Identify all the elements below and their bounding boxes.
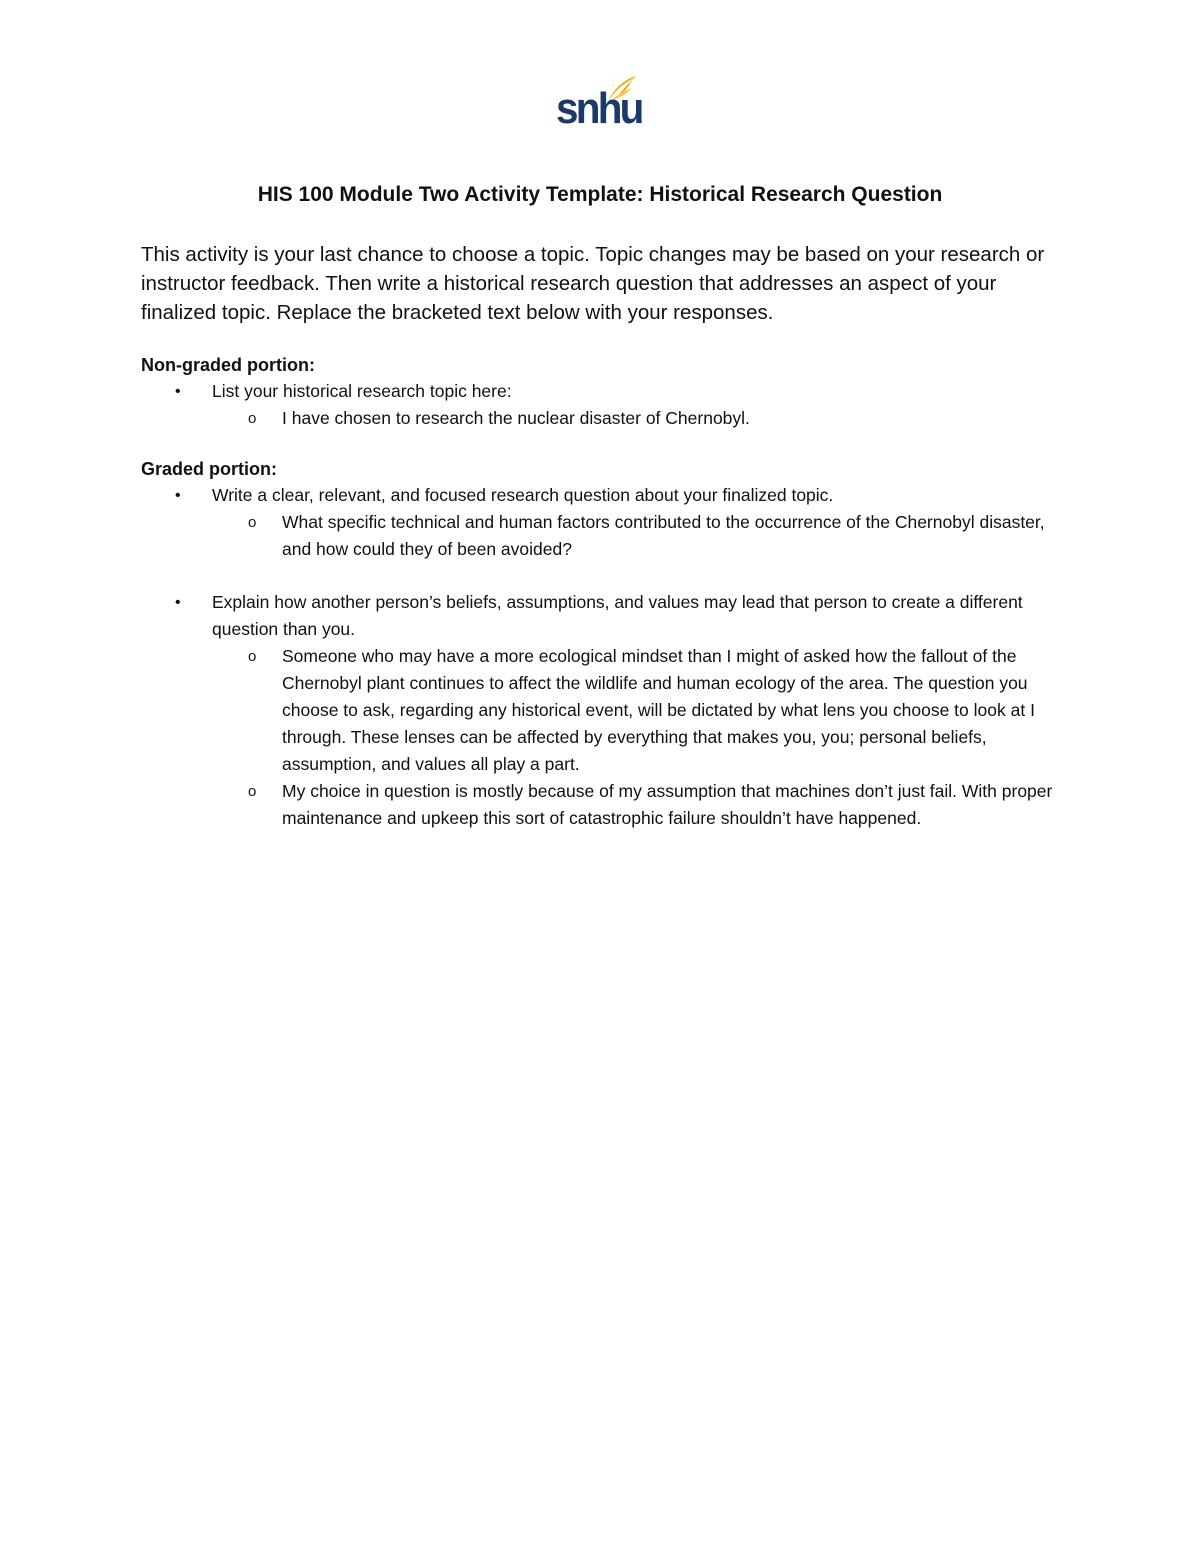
graded-heading: Graded portion: bbox=[141, 459, 277, 479]
intro-paragraph: This activity is your last chance to choose a topic. Topic changes may be based on your research or instructor feedback. Then write a historical research question that addresses an aspect of your finalized topic. Replace the bracketed text below with your responses. bbox=[141, 243, 1045, 324]
bullet-marker: • bbox=[175, 487, 181, 504]
perspective-answer-1: Someone who may have a more ecological mindset than I might of asked how the fallout of the Chernobyl plant continues to affect the wildlife and human ecology of the area. The question you choose to ask, regarding any historical event, will be dictated by what lens you choose to look at I through. These lenses can be affected by everything that makes you, you; personal beliefs, assumption, and values all play a part. bbox=[282, 646, 1035, 774]
perspective-prompt: Explain how another person’s beliefs, assumptions, and values may lead that person to create a different question than you. bbox=[212, 592, 1023, 639]
sub-bullet-marker: o bbox=[248, 410, 257, 427]
question-answer: What specific technical and human factors contributed to the occurrence of the Chernobyl disaster, and how could they of been avoided? bbox=[282, 512, 1045, 559]
list-item bbox=[141, 509, 1071, 563]
spacer bbox=[141, 563, 1071, 589]
question-prompt: Write a clear, relevant, and focused research question about your finalized topic. bbox=[212, 485, 834, 505]
list-item bbox=[141, 643, 1071, 778]
sub-bullet-marker: o bbox=[248, 783, 257, 800]
non-graded-heading: Non-graded portion: bbox=[141, 355, 315, 375]
bullet-marker: • bbox=[175, 383, 181, 400]
bullet-marker: • bbox=[175, 594, 181, 611]
non-graded-list bbox=[141, 378, 1071, 432]
list-item bbox=[141, 378, 1071, 405]
list-item bbox=[141, 589, 1071, 643]
page-title: HIS 100 Module Two Activity Template: Historical Research Question bbox=[257, 183, 943, 206]
sub-bullet-marker: o bbox=[248, 514, 257, 531]
logo-wordmark: snhu bbox=[556, 84, 642, 133]
topic-prompt: List your historical research topic here: bbox=[212, 381, 512, 401]
graded-list bbox=[141, 482, 1071, 832]
list-item bbox=[141, 778, 1071, 832]
snhu-logo bbox=[552, 74, 642, 134]
list-item bbox=[141, 482, 1071, 509]
perspective-answer-2: My choice in question is mostly because of my assumption that machines don’t just fail. With proper maintenance and upkeep this sort of catastrophic failure shouldn’t have happened. bbox=[282, 781, 1053, 828]
topic-answer: I have chosen to research the nuclear disaster of Chernobyl. bbox=[282, 408, 750, 428]
list-item bbox=[141, 405, 1071, 432]
sub-bullet-marker: o bbox=[248, 648, 257, 665]
